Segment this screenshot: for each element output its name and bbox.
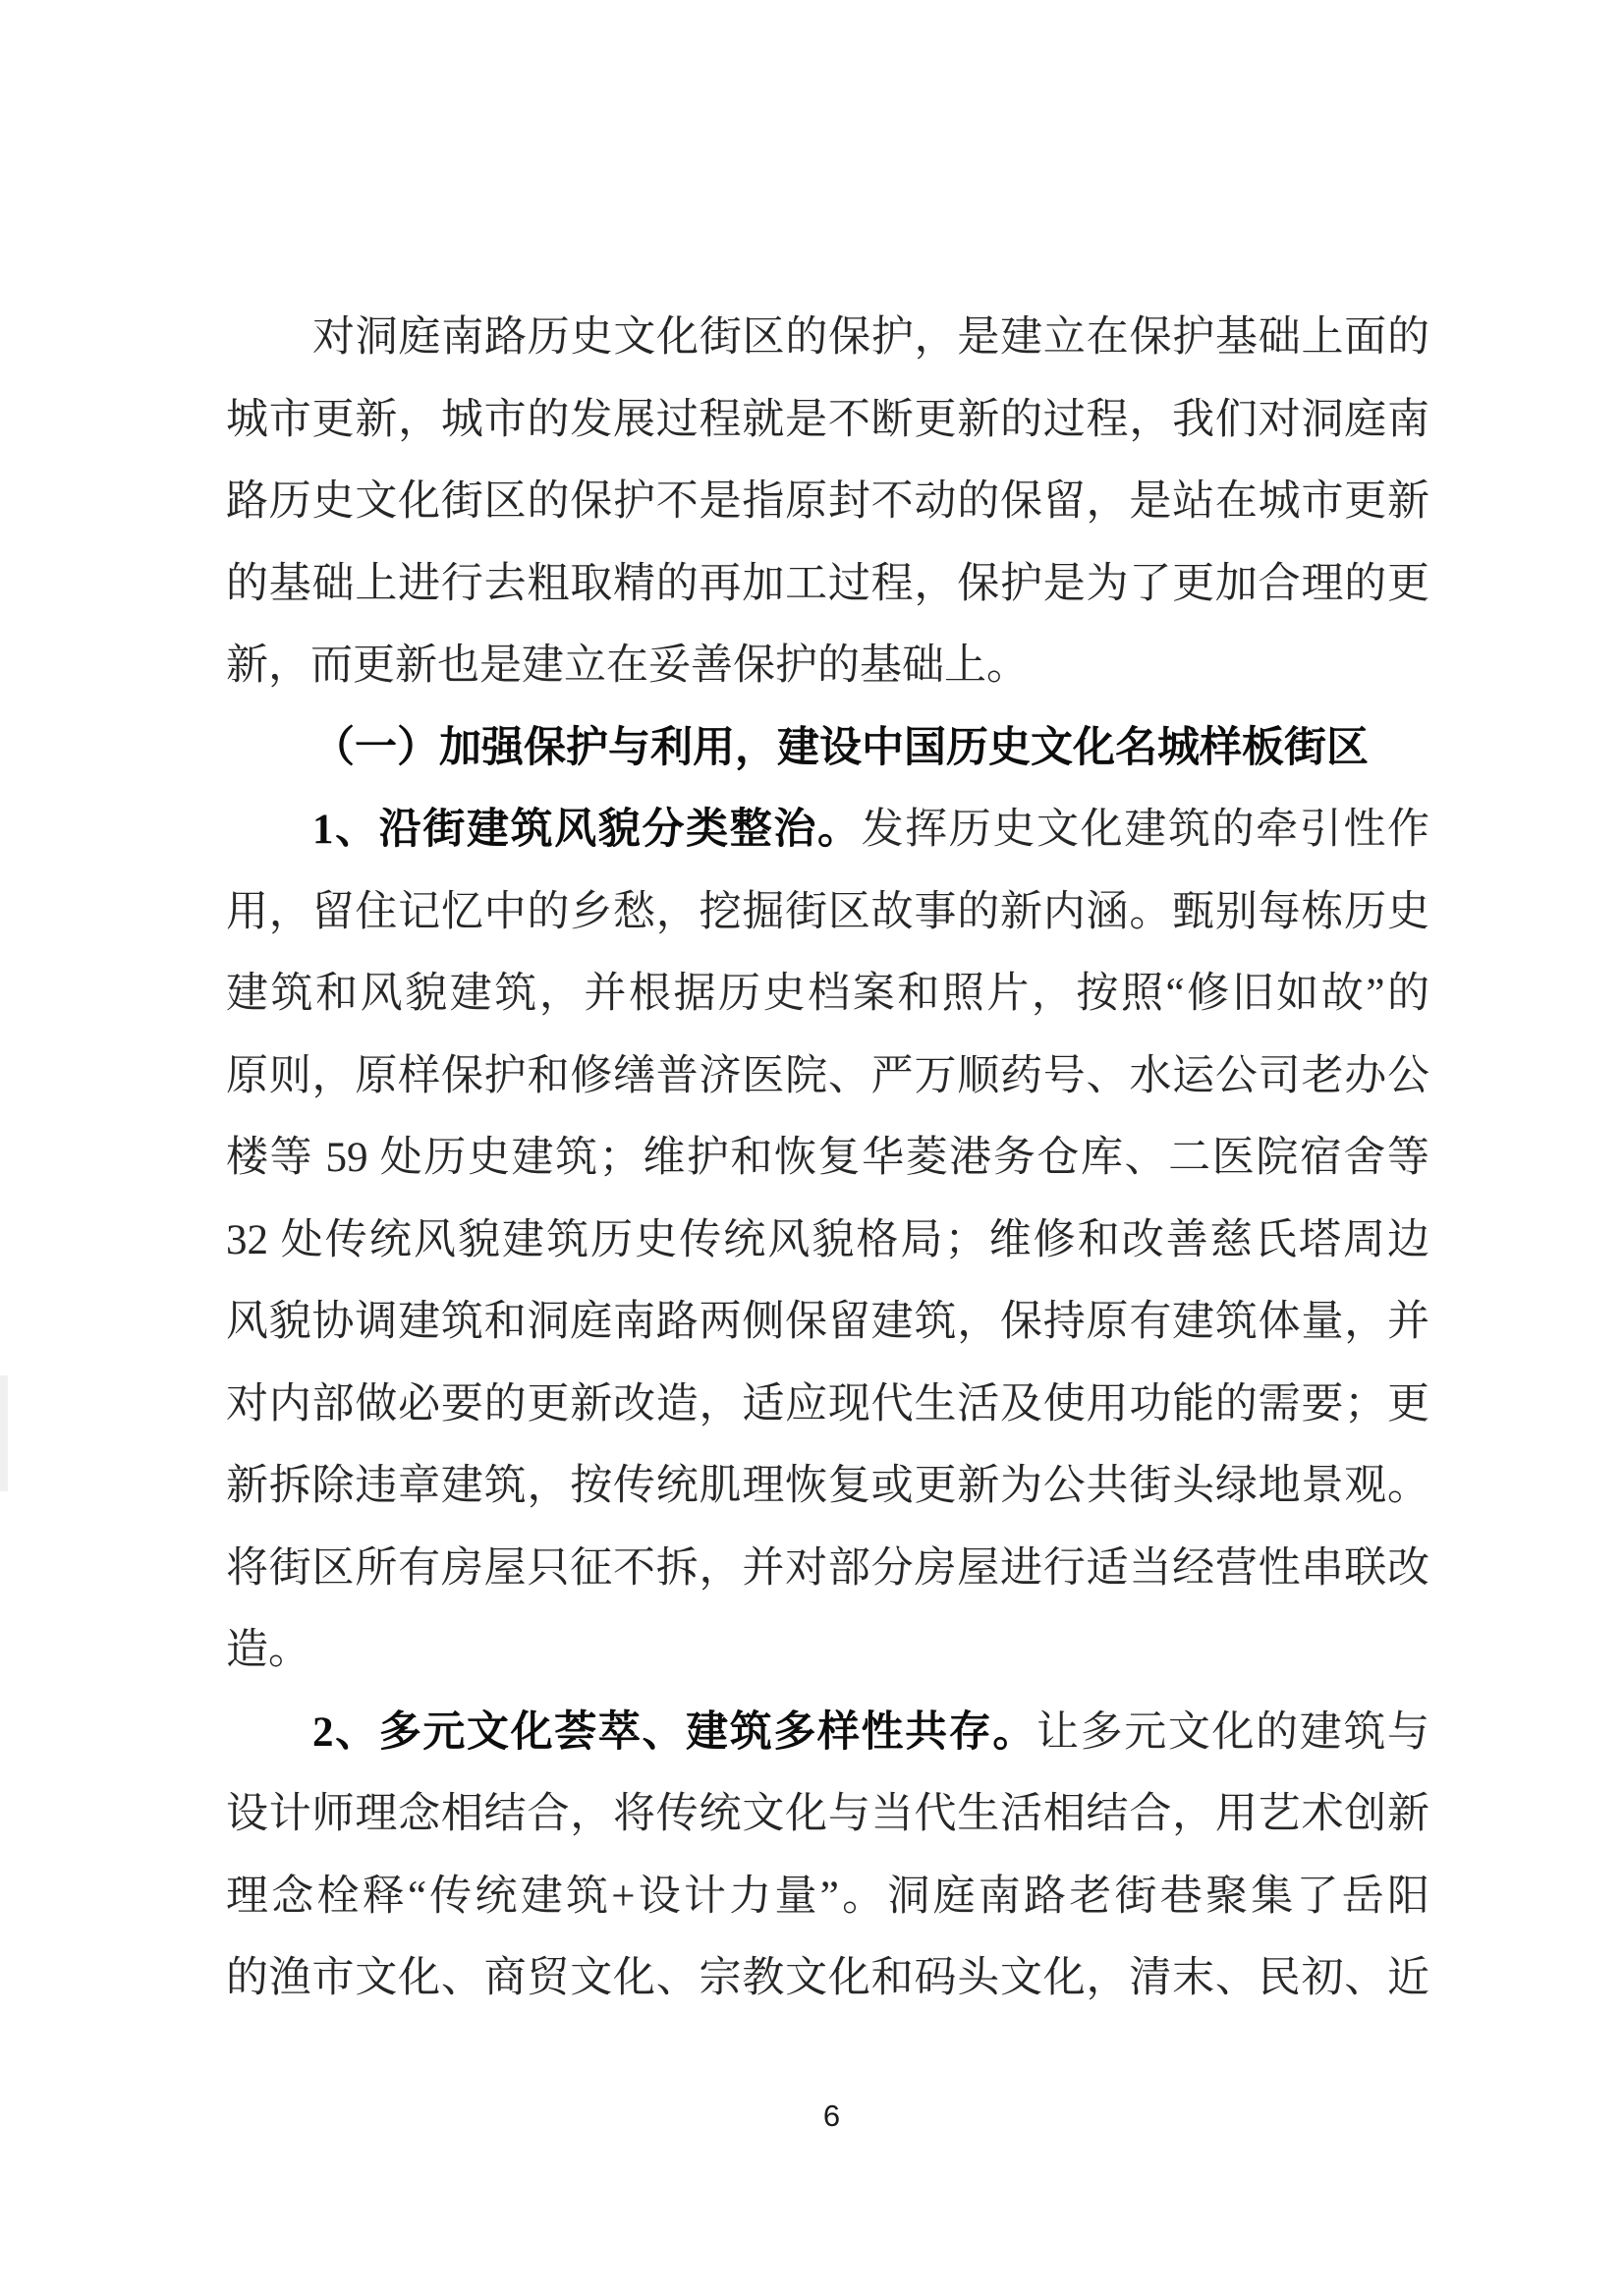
text-segment: 原则，原样保护和修缮普济医院、严万顺药号、水运公司老办公	[226, 1052, 1429, 1099]
text-line	[226, 543, 1429, 626]
text-line	[226, 1773, 1429, 1856]
text-line	[226, 1692, 1429, 1774]
text-segment: 32 处传统风貌建筑历史传统风貌格局；维修和改善慈氏塔周边	[226, 1216, 1429, 1263]
text-line	[226, 1937, 1429, 2020]
text-line	[226, 953, 1429, 1036]
text-line	[226, 1281, 1429, 1364]
text-block	[226, 297, 1429, 2020]
text-segment: 用，留住记忆中的乡愁，挖掘街区故事的新内涵。甄别每栋历史	[226, 888, 1429, 935]
bold-text-segment: 2、多元文化荟萃、建筑多样性共存。	[312, 1708, 1037, 1756]
text-line	[226, 379, 1429, 462]
page-number: 6	[822, 2099, 841, 2133]
text-line	[226, 1364, 1429, 1446]
bold-text-segment: 1、沿街建筑风貌分类整治。	[312, 807, 862, 853]
text-segment: 的基础上进行去粗取精的再加工过程，保护是为了更加合理的更	[226, 560, 1429, 607]
text-segment: 路历史文化街区的保护不是指原封不动的保留，是站在城市更新	[226, 478, 1429, 525]
text-segment: 的渔市文化、商贸文化、宗教文化和码头文化，清末、民初、近	[226, 1955, 1429, 2001]
bold-text-segment: （一）加强保护与利用，建设中国历史文化名城样板街区	[312, 724, 1369, 771]
text-segment: 造。	[226, 1627, 310, 1673]
text-line	[226, 1200, 1429, 1282]
text-segment: 让多元文化的建筑与	[1036, 1708, 1430, 1756]
text-line	[226, 461, 1429, 543]
text-segment: 城市更新，城市的发展过程就是不断更新的过程，我们对洞庭南	[226, 396, 1429, 443]
text-line	[226, 1117, 1429, 1200]
text-line	[226, 297, 1429, 379]
text-segment: 设计师理念相结合，将传统文化与当代生活相结合，用艺术创新	[226, 1791, 1429, 1837]
text-line	[226, 1856, 1429, 1938]
text-segment: 对洞庭南路历史文化街区的保护，是建立在保护基础上面的	[312, 314, 1429, 361]
text-segment: 将街区所有房屋只征不拆，并对部分房屋进行适当经营性串联改	[226, 1544, 1429, 1592]
text-line	[226, 871, 1429, 954]
text-line	[226, 625, 1429, 707]
text-line	[226, 789, 1429, 871]
text-segment: 新，而更新也是建立在妥善保护的基础上。	[226, 643, 1029, 689]
text-segment: 发挥历史文化建筑的牵引性作	[861, 807, 1430, 853]
text-line	[226, 1609, 1429, 1692]
text-segment: 风貌协调建筑和洞庭南路两侧保留建筑，保持原有建筑体量，并	[226, 1299, 1429, 1345]
text-segment: 新拆除违章建筑，按传统肌理恢复或更新为公共街头绿地景观。	[226, 1463, 1429, 1509]
text-line	[226, 1528, 1429, 1610]
text-segment: 对内部做必要的更新改造，适应现代生活及使用功能的需要；更	[226, 1380, 1429, 1427]
text-line	[226, 1445, 1429, 1528]
scan-edge-artifact	[0, 1375, 8, 1491]
text-segment: 楼等 59 处历史建筑；维护和恢复华菱港务仓库、二医院宿舍等	[226, 1135, 1429, 1181]
text-segment: 理念栓释“传统建筑+设计力量”。洞庭南路老街巷聚集了岳阳	[226, 1873, 1429, 1920]
text-line	[226, 1036, 1429, 1118]
text-line	[226, 707, 1429, 790]
text-segment: 建筑和风貌建筑，并根据历史档案和照片，按照“修旧如故”的	[226, 971, 1429, 1017]
